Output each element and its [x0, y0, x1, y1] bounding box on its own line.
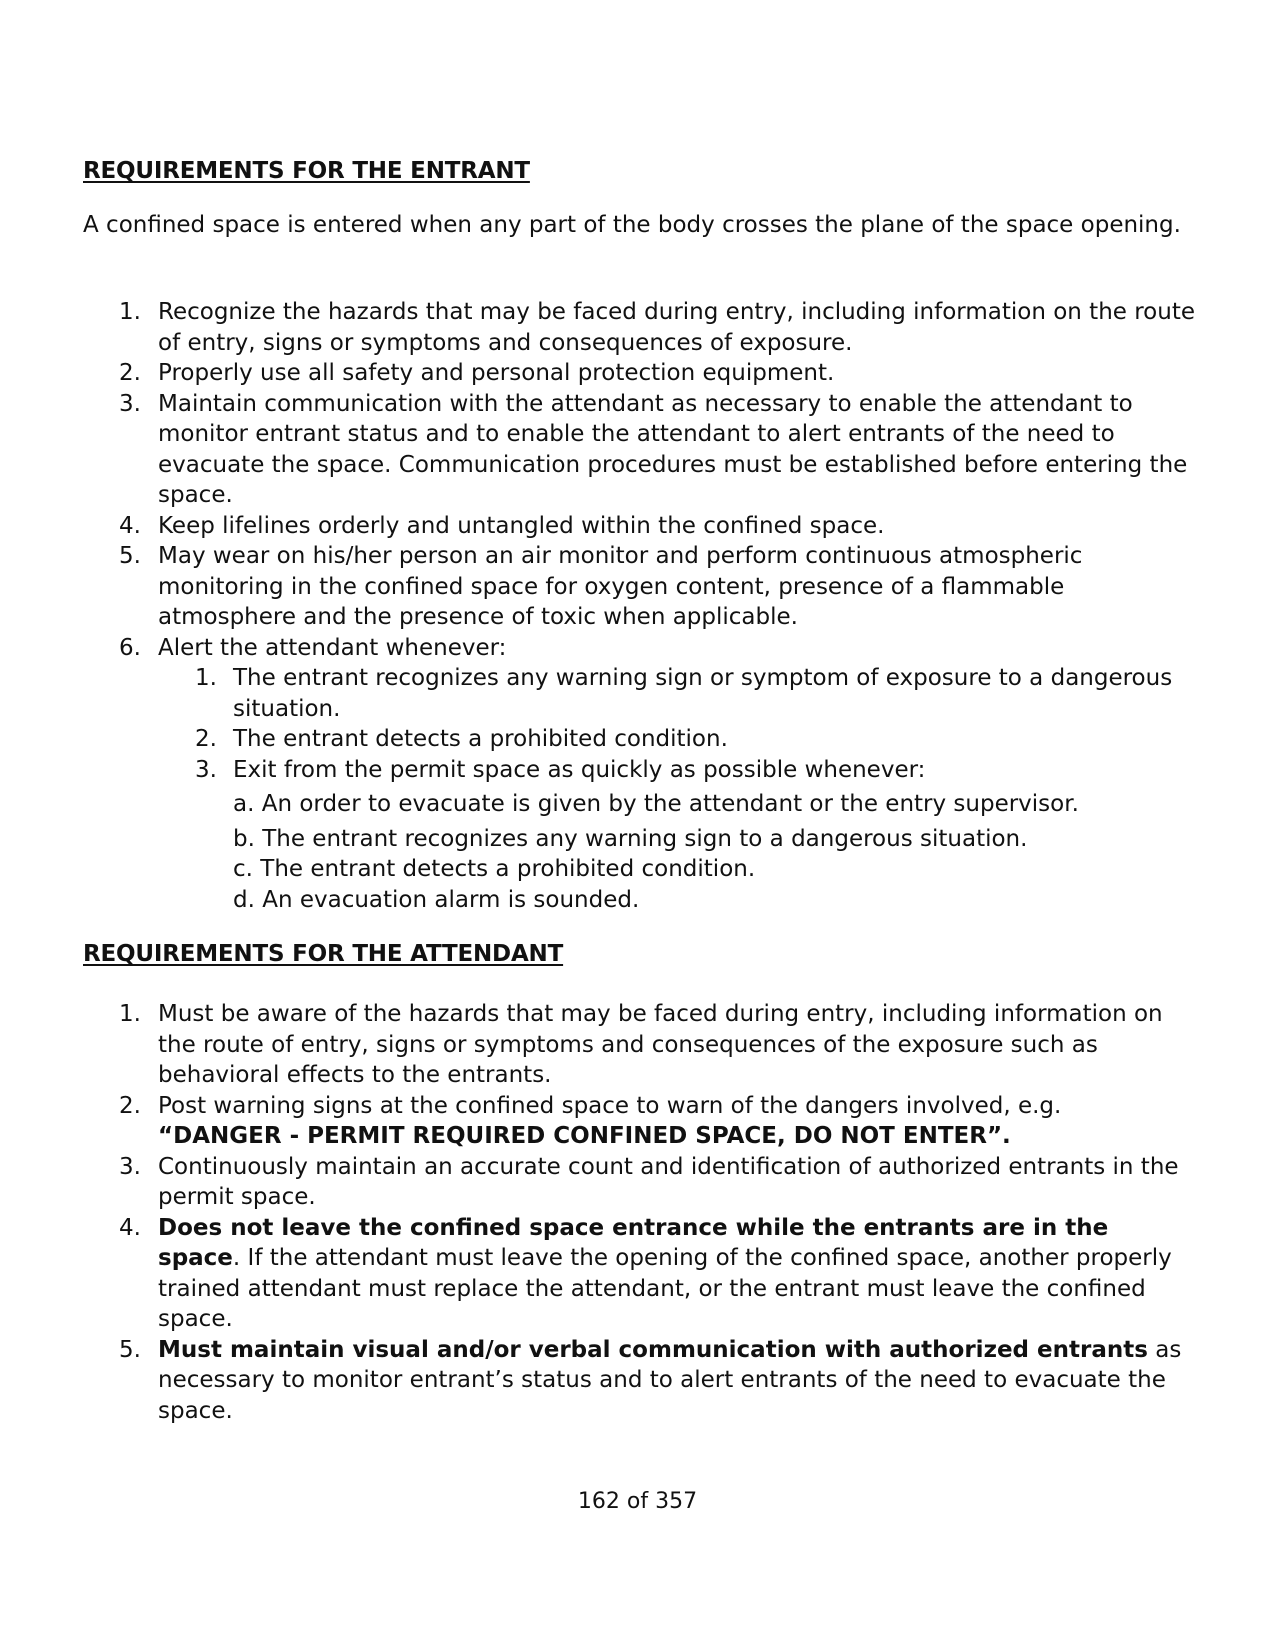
list-item-text: Properly use all safety and personal protection equipment. [158, 360, 835, 386]
list-item [83, 389, 1198, 511]
exit-conditions-list [83, 789, 1198, 915]
list-item-text: . If the attendant must leave the opening of the confined space, another properly trained attendant must replace the attendant, or the entrant must leave the confined space. [158, 1245, 1172, 1332]
list-item [83, 358, 1198, 389]
sublist-item-text: The entrant recognizes any warning sign or symptom of exposure to a dangerous situation. [233, 665, 1173, 722]
list-number: 1. [119, 299, 141, 325]
list-item-text: Recognize the hazards that may be faced during entry, including information on the route of entry, signs or symptoms and consequences of exposure. [158, 299, 1195, 356]
list-item-text: Maintain communication with the attendant as necessary to enable the attendant to monitor entrant status and to enable the attendant to alert entrants of the need to evacuate the space. Communication procedures must be established before entering the space. [158, 390, 1188, 508]
list-item-text: Must be aware of the hazards that may be faced during entry, including information on the route of entry, signs or symptoms and consequences of the exposure such as behavioral effects to the entrants. [158, 1001, 1163, 1088]
list-item [83, 1091, 1198, 1152]
list-number: 5. [119, 1336, 141, 1363]
section-heading-attendant: REQUIREMENTS FOR THE ATTENDANT [83, 941, 564, 967]
list-item [83, 541, 1198, 633]
list-number: 4. [119, 512, 141, 539]
entrant-list [83, 297, 1198, 915]
list-item-text: as necessary to monitor entrant’s status and to alert entrants of the need to evacuate the space. [158, 1336, 1182, 1424]
sublist-item [83, 755, 1198, 786]
alert-sublist [83, 663, 1198, 785]
lettered-item: b. The entrant recognizes any warning sign to a dangerous situation. [233, 825, 1028, 852]
sublist-item [83, 663, 1198, 724]
list-item-text: Keep lifelines orderly and untangled within the confined space. [158, 512, 885, 539]
intro-paragraph: A confined space is entered when any part of the body crosses the plane of the space opening. [83, 212, 1181, 238]
sublist-number: 3. [195, 756, 217, 783]
lettered-item: c. The entrant detects a prohibited condition. [233, 856, 756, 882]
lettered-item: d. An evacuation alarm is sounded. [233, 886, 640, 913]
section-heading-entrant: REQUIREMENTS FOR THE ENTRANT [83, 158, 530, 184]
list-item-bold-text: Must maintain visual and/or verbal communication with authorized entrants [158, 1336, 1148, 1363]
list-number: 3. [119, 1153, 141, 1180]
sublist-item-text: The entrant detects a prohibited condition. [233, 726, 728, 752]
sublist-item-text: Exit from the permit space as quickly as possible whenever: [233, 756, 926, 783]
list-item-text: May wear on his/her person an air monitor and perform continuous atmospheric monitoring in the confined space for oxygen content, presence of a flammable atmosphere and the presence of toxic when applicable. [158, 543, 1083, 630]
sublist-number: 1. [195, 665, 217, 691]
attendant-list [83, 999, 1198, 1426]
list-item [83, 297, 1198, 358]
list-number: 6. [119, 634, 141, 661]
list-item [83, 633, 1198, 664]
lettered-item: a. An order to evacuate is given by the attendant or the entry supervisor. [233, 791, 1079, 817]
list-number: 5. [119, 543, 141, 569]
danger-sign-text: “DANGER - PERMIT REQUIRED CONFINED SPACE, DO NOT ENTER”. [158, 1123, 1011, 1149]
list-number: 2. [119, 1092, 141, 1119]
list-item [83, 999, 1198, 1091]
list-item-bold-text: Does not leave the confined space entrance while the entrants are in the space [158, 1214, 1109, 1271]
list-item-text: Post warning signs at the confined space to warn of the dangers involved, e.g. [158, 1092, 1062, 1119]
sublist-item [83, 724, 1198, 755]
list-number: 3. [119, 390, 141, 417]
list-item-text: Continuously maintain an accurate count and identification of authorized entrants in the permit space. [158, 1153, 1179, 1210]
list-item [83, 1152, 1198, 1213]
list-item [83, 1213, 1198, 1335]
list-number: 2. [119, 360, 141, 386]
page-number: 162 of 357 [577, 1489, 698, 1514]
list-item [83, 1335, 1198, 1427]
list-number: 1. [119, 1001, 141, 1027]
list-item-text: Alert the attendant whenever: [158, 634, 507, 661]
list-item [83, 511, 1198, 542]
sublist-number: 2. [195, 726, 217, 752]
list-number: 4. [119, 1214, 141, 1241]
